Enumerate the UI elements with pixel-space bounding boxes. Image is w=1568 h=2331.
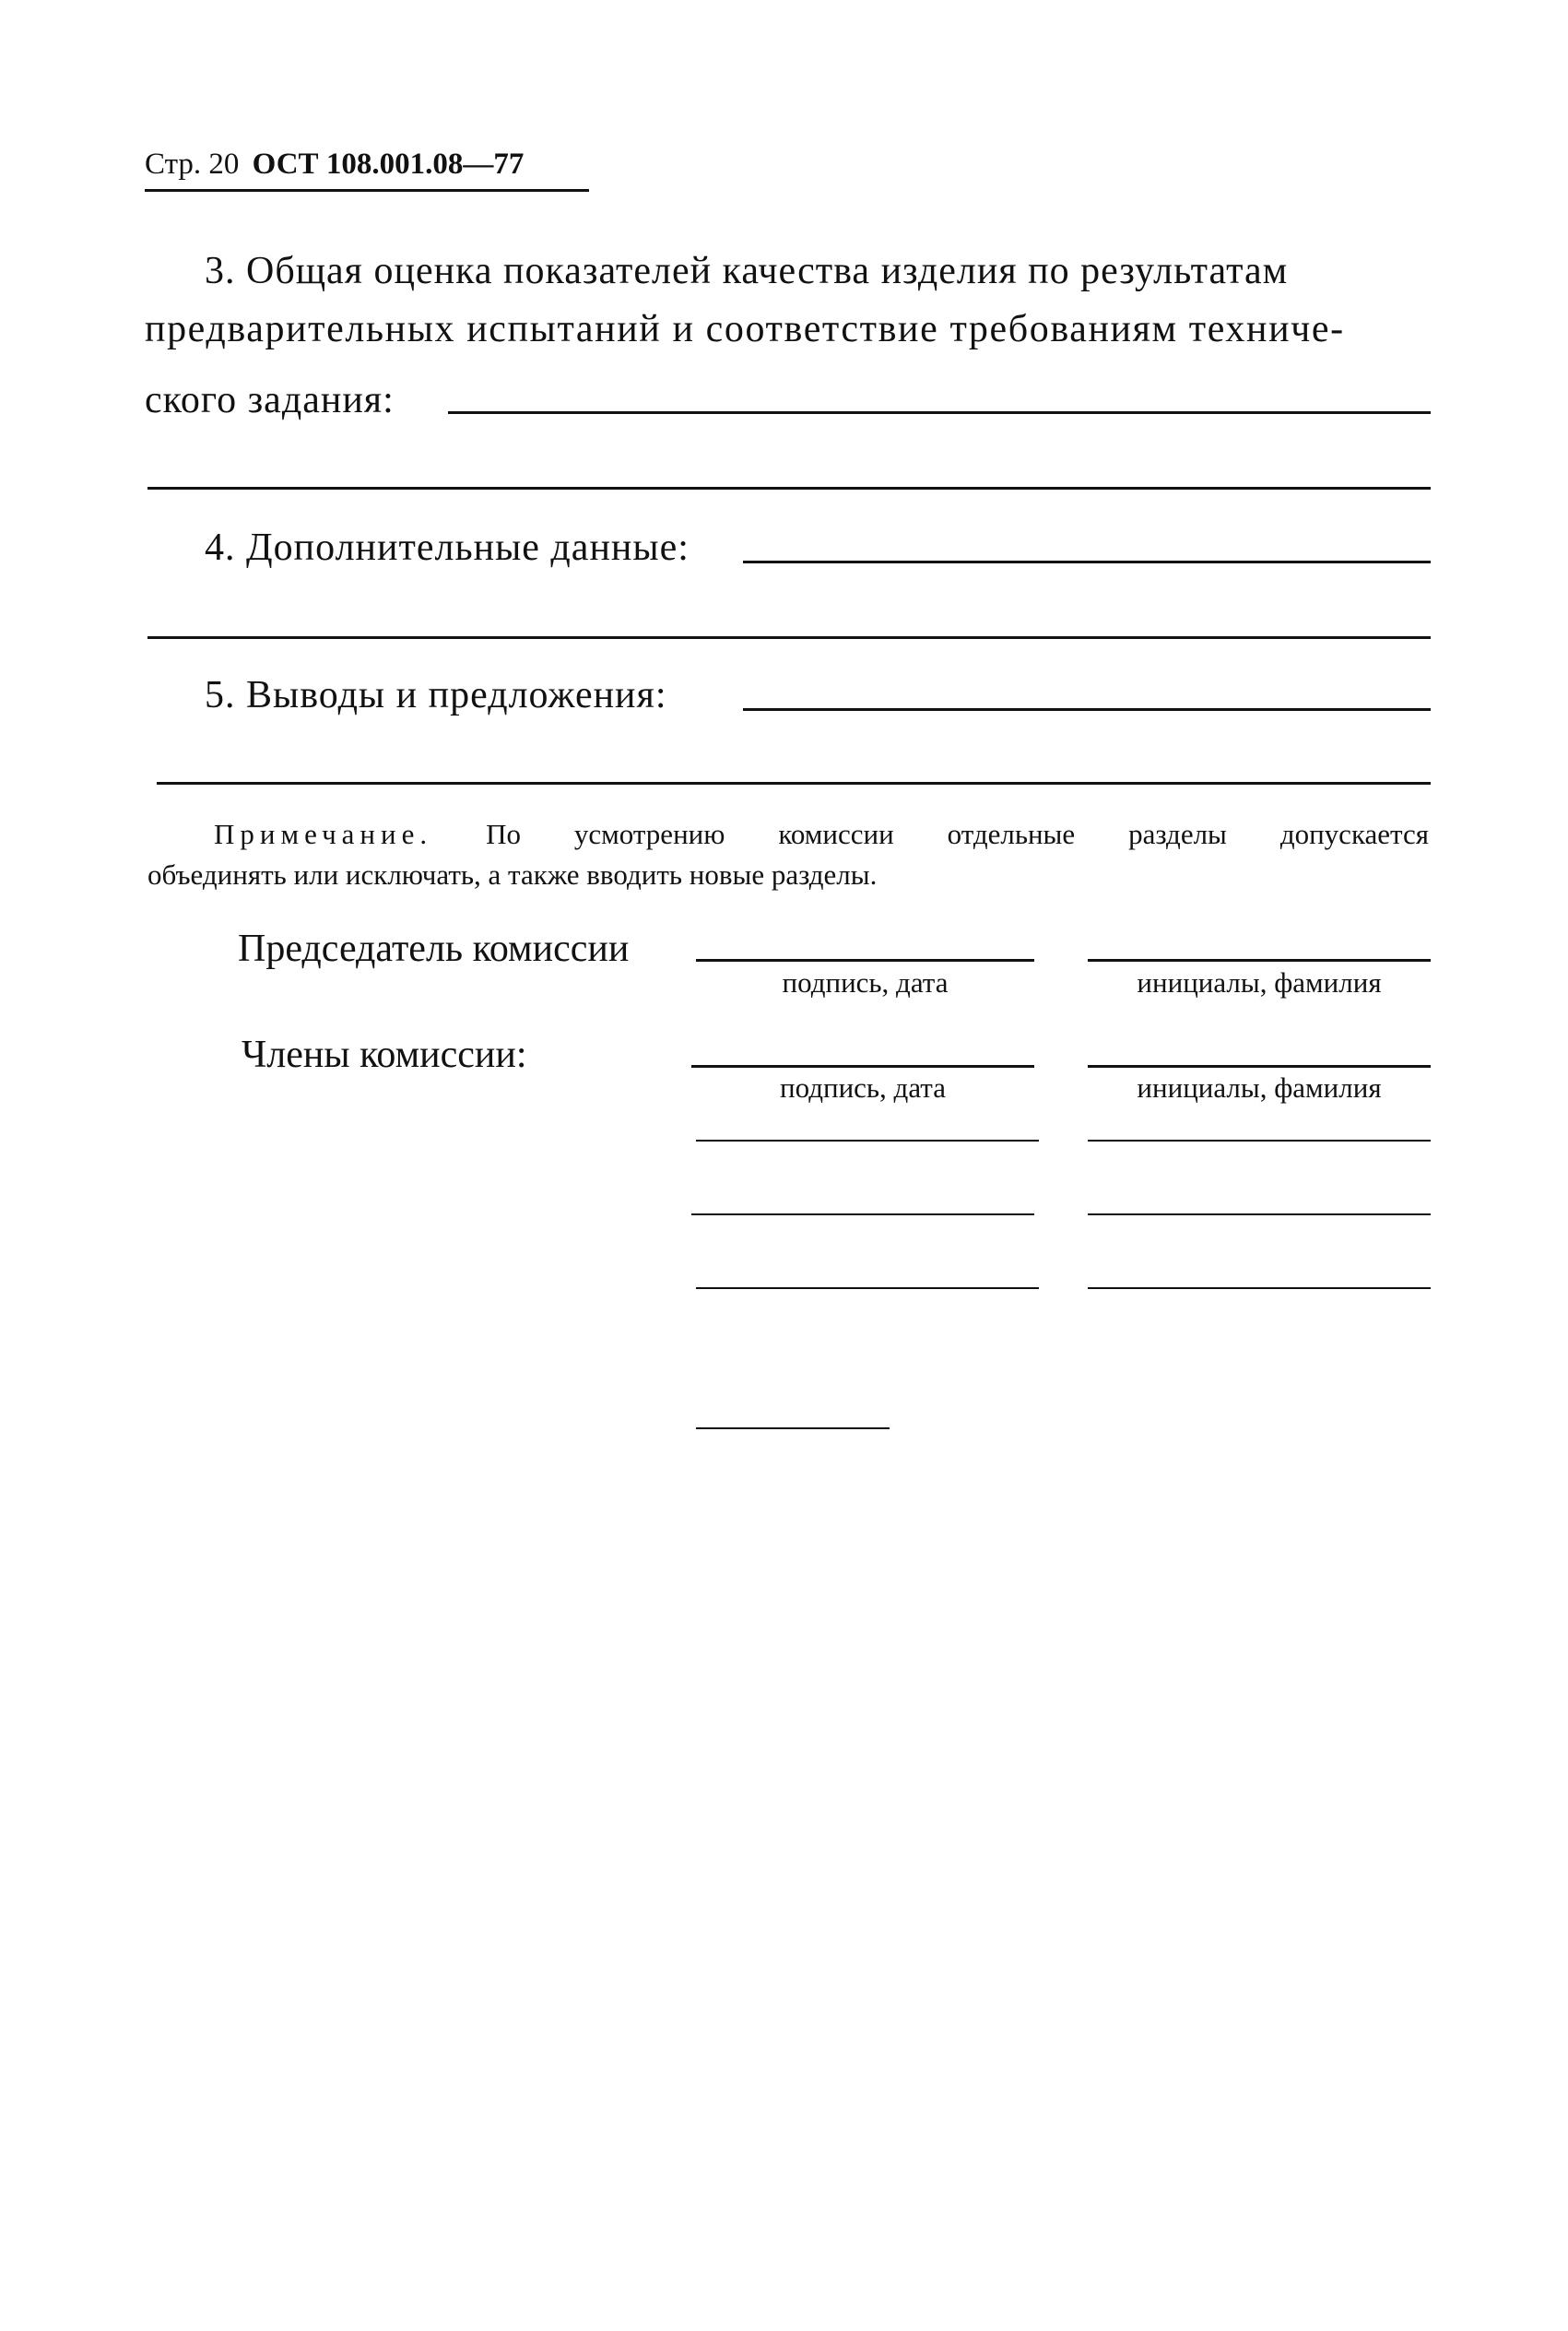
closing-rule [696,1427,890,1429]
page-number: Стр. 20 [145,148,240,181]
page-header [145,148,524,182]
member-2-signature-line[interactable] [696,1140,1039,1142]
section-3-fill-line-2[interactable] [147,487,1431,490]
section-4-label: 4. Дополнительные данные: [205,527,690,569]
member-1-name-line[interactable] [1088,1065,1431,1068]
members-label: Члены комиссии: [242,1034,527,1076]
member-4-name-line[interactable] [1088,1287,1431,1289]
note-text-line-2: объединять или исключать, а также вводить новые разделы. [147,858,878,891]
section-3-line-2: предварительных испытаний и соответствие требованиям техниче- [145,308,1345,350]
member-2-name-line[interactable] [1088,1140,1431,1142]
member-4-signature-line[interactable] [696,1287,1039,1289]
member-name-caption: инициалы, фамилия [1137,1071,1382,1104]
section-5-fill-line-2[interactable] [157,782,1431,785]
chairman-name-line[interactable] [1088,959,1431,962]
document-code: ОСТ 108.001.08—77 [252,148,525,181]
member-signature-caption: подпись, дата [780,1071,946,1104]
section-5-fill-line-1[interactable] [743,708,1431,711]
member-3-signature-line[interactable] [691,1213,1034,1215]
section-4-fill-line-1[interactable] [743,561,1431,563]
section-5-label: 5. Выводы и предложения: [205,674,667,716]
section-3-line-1: 3. Общая оценка показателей качества изделия по результатам [205,250,1289,292]
note-title: Примечание. [214,818,433,850]
section-3-fill-line-1[interactable] [448,411,1431,414]
section-3-line-3: ского задания: [145,379,395,421]
section-4-fill-line-2[interactable] [147,636,1431,639]
note [147,814,1429,895]
chairman-signature-line[interactable] [696,959,1034,962]
member-3-name-line[interactable] [1088,1213,1431,1215]
member-1-signature-line[interactable] [691,1065,1034,1068]
chairman-signature-caption: подпись, дата [782,966,949,999]
note-text-line-1: По усмотрению комиссии отдельные разделы допускается [486,818,1429,850]
header-underline [145,189,589,192]
chairman-label: Председатель комиссии [238,928,630,970]
chairman-name-caption: инициалы, фамилия [1137,966,1382,999]
